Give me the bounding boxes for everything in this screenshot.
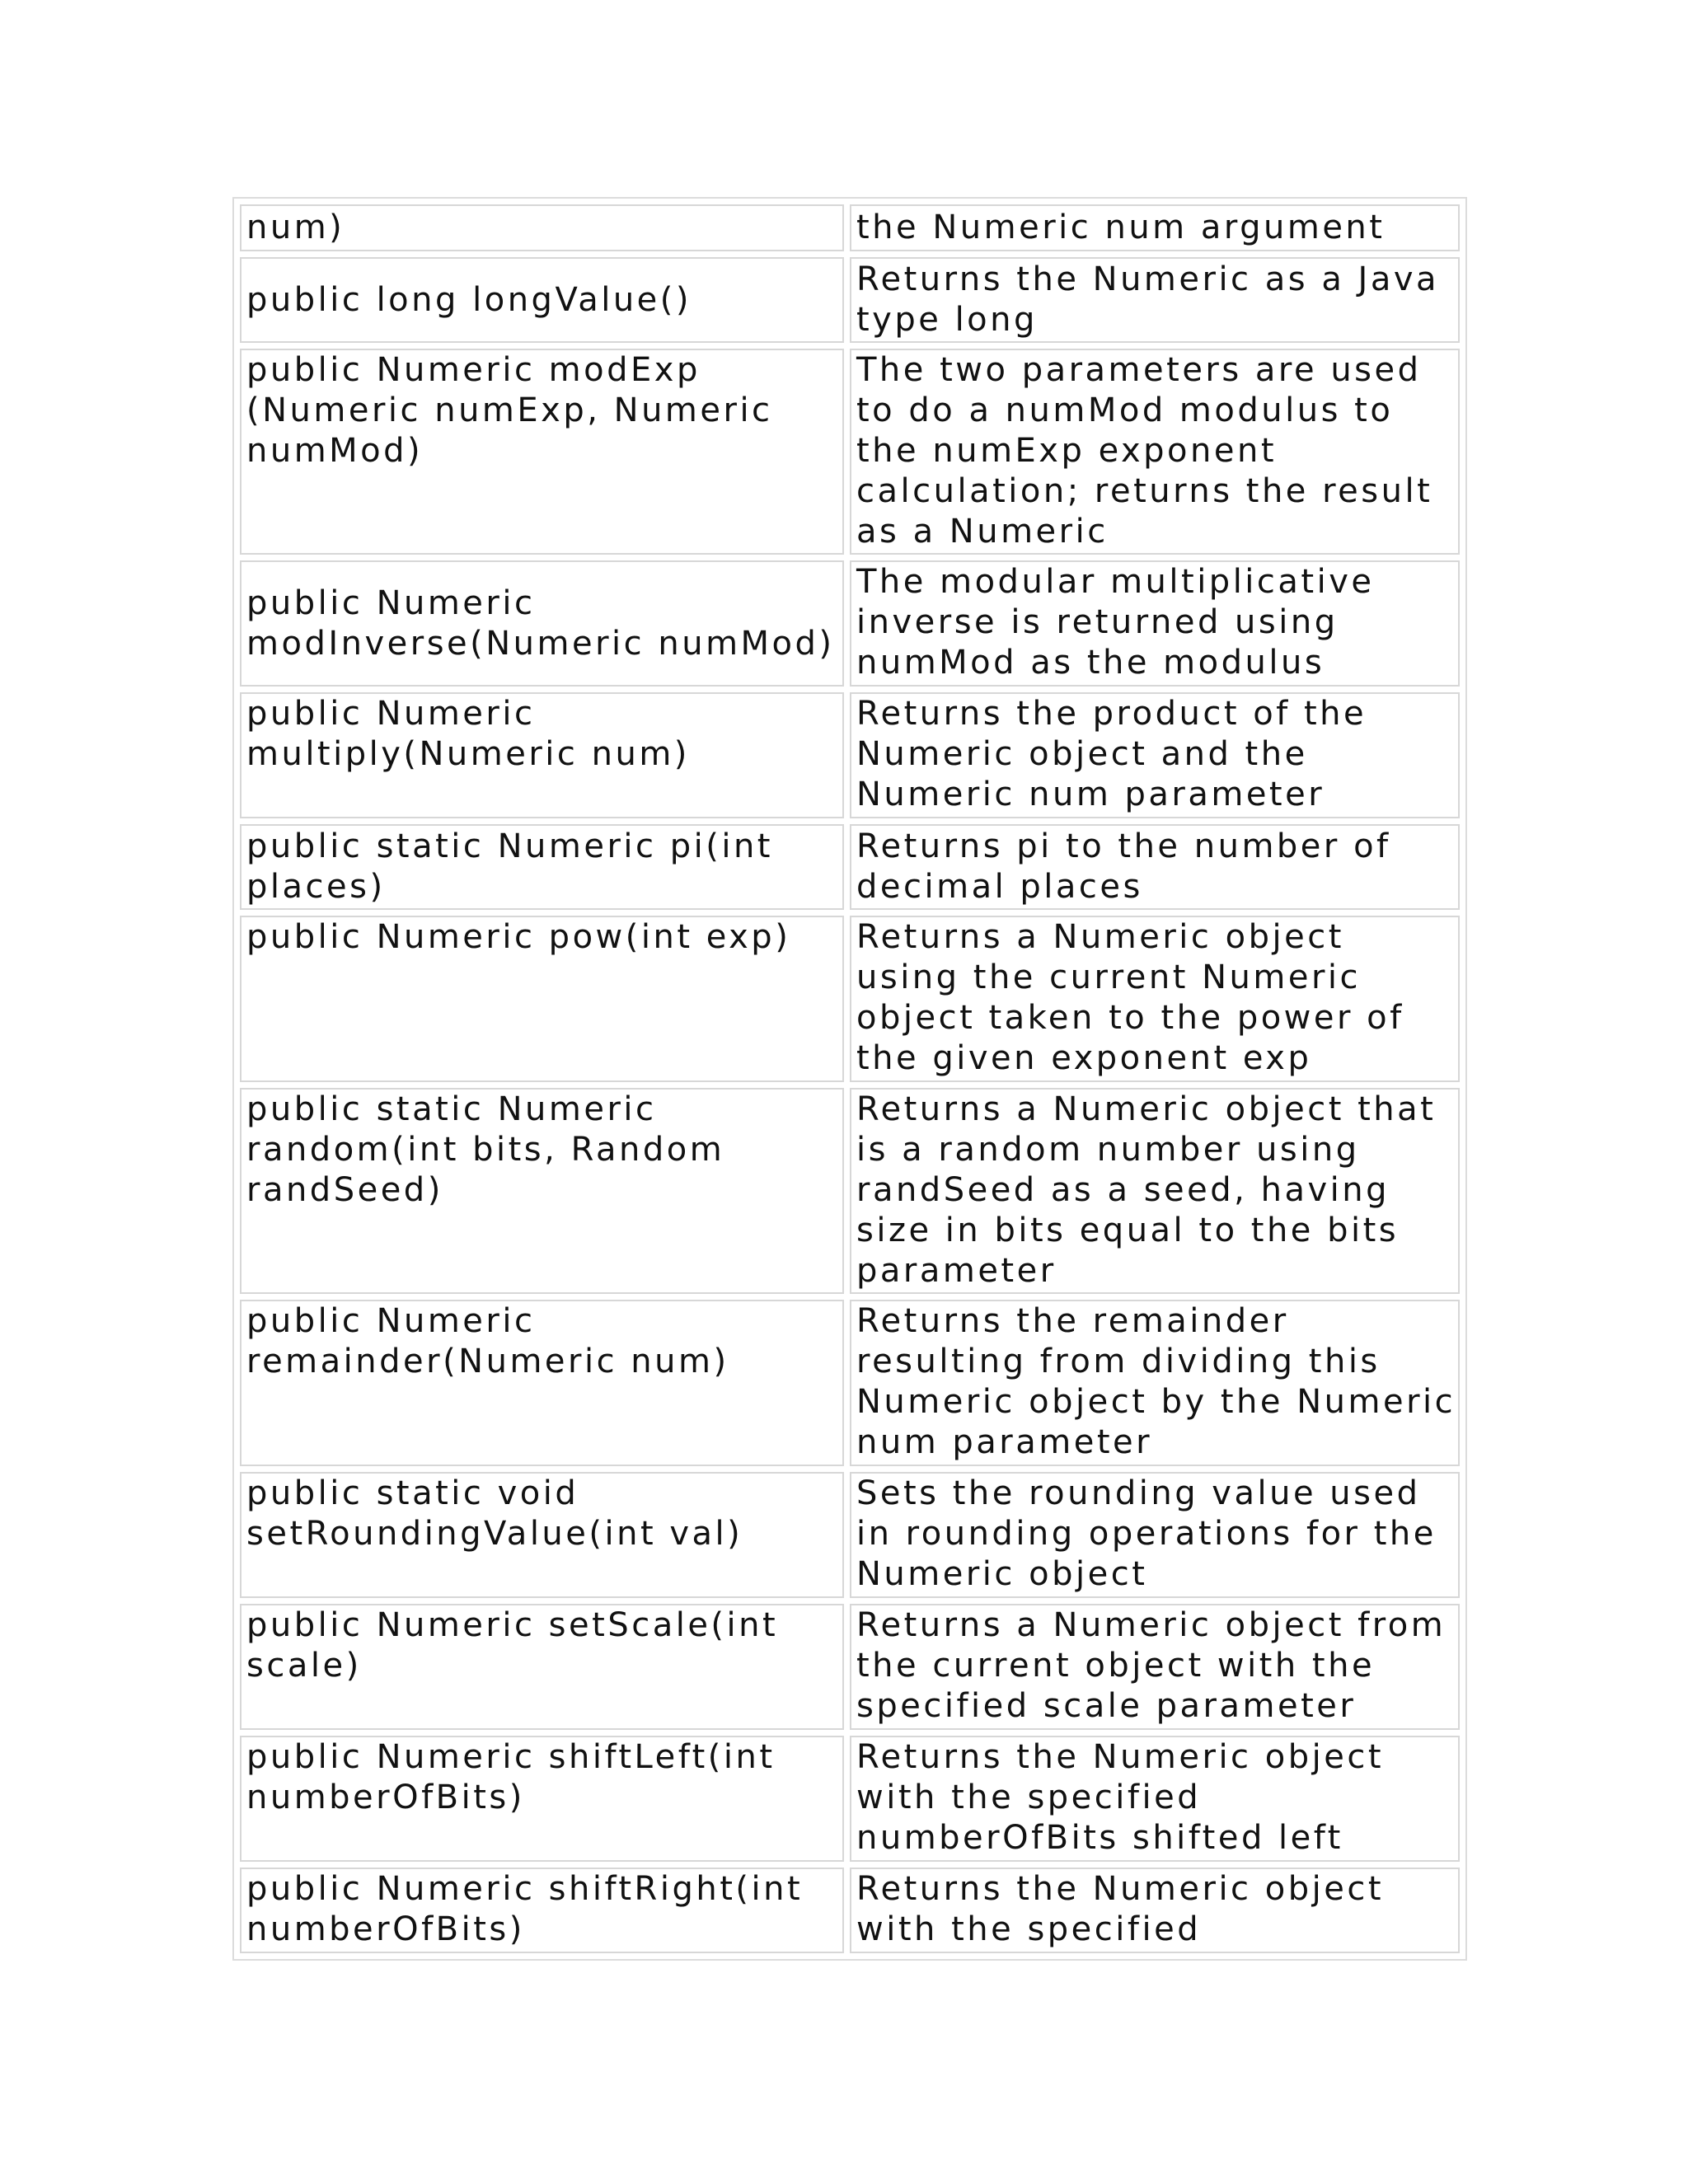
method-description-cell: Returns the remainder resulting from dividing this Numeric object by the Numeric num parameter <box>850 1300 1460 1466</box>
document-page <box>232 197 1461 1961</box>
method-signature-cell: public Numeric multiply(Numeric num) <box>240 692 844 818</box>
table-row <box>240 1604 1460 1730</box>
method-description-cell: Returns a Numeric object using the current Numeric object taken to the power of the given exponent exp <box>850 916 1460 1082</box>
table-row <box>240 204 1460 251</box>
table-row <box>240 1736 1460 1862</box>
method-signature-cell: public Numeric modInverse(Numeric numMod) <box>240 560 844 687</box>
method-signature-cell: public Numeric setScale(int scale) <box>240 1604 844 1730</box>
table-row <box>240 1868 1460 1953</box>
table-row <box>240 824 1460 910</box>
table-row <box>240 1088 1460 1294</box>
method-signature-cell: public Numeric remainder(Numeric num) <box>240 1300 844 1466</box>
method-description-cell: Returns the Numeric as a Java type long <box>850 257 1460 343</box>
method-signature-cell: public static void setRoundingValue(int val) <box>240 1472 844 1598</box>
method-table-body <box>240 204 1460 1953</box>
method-signature-cell: num) <box>240 204 844 251</box>
method-description-cell: The two parameters are used to do a numMod modulus to the numExp exponent calculation; returns the result as a Numeric <box>850 349 1460 555</box>
method-signature-cell: public Numeric shiftLeft(int numberOfBits) <box>240 1736 844 1862</box>
table-row <box>240 349 1460 555</box>
method-description-cell: Returns pi to the number of decimal places <box>850 824 1460 910</box>
table-row <box>240 916 1460 1082</box>
method-description-cell: Sets the rounding value used in rounding operations for the Numeric object <box>850 1472 1460 1598</box>
method-description-cell: Returns the Numeric object with the specified numberOfBits shifted left <box>850 1736 1460 1862</box>
method-signature-cell: public static Numeric random(int bits, Random randSeed) <box>240 1088 844 1294</box>
method-table <box>232 197 1467 1961</box>
table-row <box>240 1300 1460 1466</box>
method-description-cell: The modular multiplicative inverse is returned using numMod as the modulus <box>850 560 1460 687</box>
method-signature-cell: public static Numeric pi(int places) <box>240 824 844 910</box>
method-signature-cell: public long longValue() <box>240 257 844 343</box>
method-description-cell: Returns the product of the Numeric object and the Numeric num parameter <box>850 692 1460 818</box>
table-row <box>240 560 1460 687</box>
method-signature-cell: public Numeric pow(int exp) <box>240 916 844 1082</box>
method-description-cell: the Numeric num argument <box>850 204 1460 251</box>
table-row <box>240 1472 1460 1598</box>
table-row <box>240 692 1460 818</box>
method-description-cell: Returns a Numeric object from the current object with the specified scale parameter <box>850 1604 1460 1730</box>
method-description-cell: Returns the Numeric object with the specified <box>850 1868 1460 1953</box>
method-description-cell: Returns a Numeric object that is a random number using randSeed as a seed, having size in bits equal to the bits parameter <box>850 1088 1460 1294</box>
method-signature-cell: public Numeric shiftRight(int numberOfBits) <box>240 1868 844 1953</box>
method-signature-cell: public Numeric modExp (Numeric numExp, Numeric numMod) <box>240 349 844 555</box>
table-row <box>240 257 1460 343</box>
